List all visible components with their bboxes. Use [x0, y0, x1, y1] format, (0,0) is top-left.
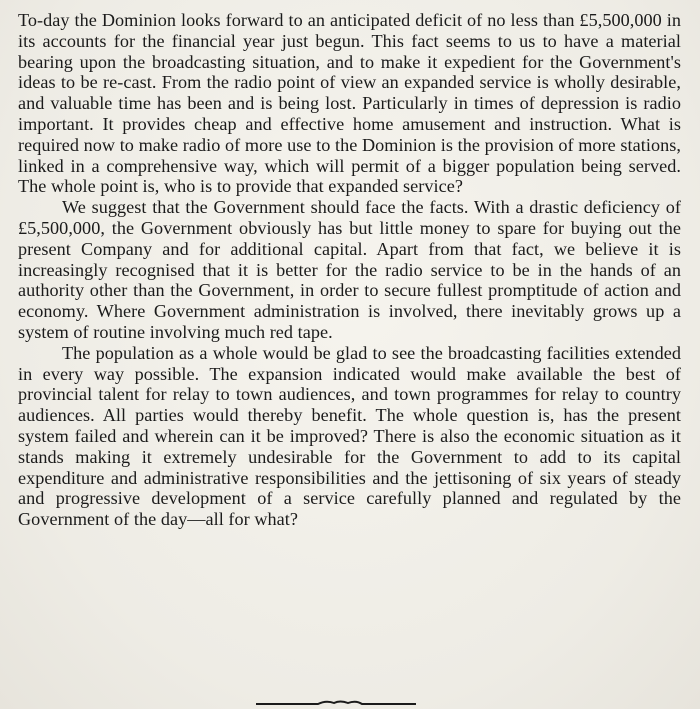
- article-paragraph-2: We suggest that the Government should face the facts. With a drastic deficiency of £5,500,000, the Government obviously has but little money to spare for buying out the present Company and for additional capital. Apart from that fact, we believe it is increasingly recognised that it is better for the radio service to be in the hands of an authority other than the Government, in order to secure fullest promptitude of action and economy. Where Government administration is involved, there inevitably grows up a system of routine involving much red tape.: [18, 197, 681, 342]
- article-paragraph-3: The population as a whole would be glad to see the broadcasting facilities extended in every way possible. The expansion indicated would make available the best of provincial talent for relay to town audiences, and town programmes for relay to country audiences. All parties would thereby benefit. The whole question is, has the present system failed and wherein can it be improved? There is also the economic situation as it stands making it extremely undesirable for the Government to add to its capital expenditure and administrative responsibilities and the jettisoning of six years of steady and progressive development of a service carefully planned and regulated by the Government of the day—all for what?: [18, 342, 681, 530]
- article-paragraph-1: To-day the Dominion looks forward to an anticipated deficit of no less than £5,500,000 in its accounts for the financial year just begun. This fact seems to us to have a material bearing upon the broadcasting situation, and to make it expedient for the Government's ideas to be re-cast. From the radio point of view an expanded service is wholly desirable, and valuable time has been and is being lost. Particularly in times of depression is radio important. It provides cheap and effective home amusement and instruction. What is required now to make radio of more use to the Dominion is the provision of more stations, linked in a comprehensive way, which will permit of a bigger population being served. The whole point is, who is to provide that expanded service?: [18, 10, 681, 197]
- editorial-article: [18, 10, 681, 530]
- decorative-rule-icon: [256, 700, 416, 706]
